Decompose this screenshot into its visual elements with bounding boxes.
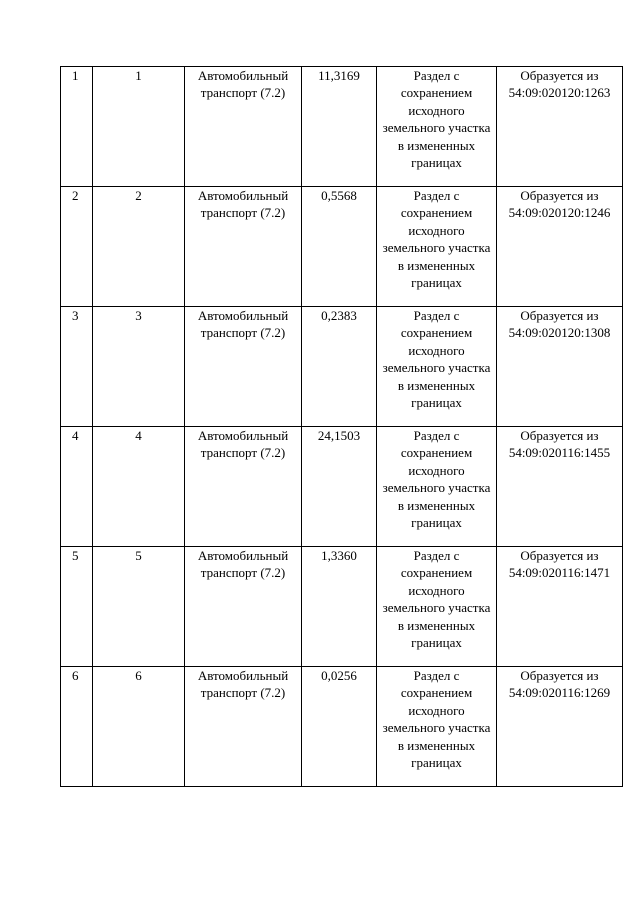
source-plot-cell-text: Образуется из 54:09:020120:1263 [508, 68, 611, 101]
formation-method-cell [377, 547, 497, 667]
table-row [61, 307, 623, 427]
area-cell [302, 187, 377, 307]
permitted-use-cell [185, 67, 302, 187]
area-cell-text: 0,2383 [321, 308, 357, 323]
row-number-cell-text: 3 [72, 308, 79, 323]
permitted-use-cell [185, 667, 302, 787]
plot-id-cell [93, 667, 185, 787]
plot-id-cell-text: 5 [135, 548, 142, 563]
table-row [61, 667, 623, 787]
area-cell-text: 0,5568 [321, 188, 357, 203]
row-number-cell-text: 1 [72, 68, 79, 83]
formation-method-cell [377, 67, 497, 187]
plot-id-cell-text: 4 [135, 428, 142, 443]
permitted-use-cell [185, 187, 302, 307]
permitted-use-cell [185, 547, 302, 667]
plot-id-cell [93, 547, 185, 667]
formation-method-cell-text: Раздел с сохранением исходного земельного участка в измененных границах [382, 428, 491, 531]
permitted-use-cell-text: Автомобильный транспорт (7.2) [197, 68, 289, 101]
source-plot-cell-text: Образуется из 54:09:020120:1308 [508, 308, 611, 341]
area-cell [302, 307, 377, 427]
plot-id-cell [93, 187, 185, 307]
table-row [61, 427, 623, 547]
area-cell [302, 67, 377, 187]
area-cell [302, 667, 377, 787]
source-plot-cell [497, 427, 623, 547]
row-number-cell-text: 2 [72, 188, 79, 203]
formation-method-cell-text: Раздел с сохранением исходного земельного участка в измененных границах [382, 548, 491, 651]
permitted-use-cell-text: Автомобильный транспорт (7.2) [197, 668, 289, 701]
area-cell-text: 24,1503 [317, 428, 361, 443]
permitted-use-cell-text: Автомобильный транспорт (7.2) [197, 308, 289, 341]
formation-method-cell [377, 427, 497, 547]
source-plot-cell [497, 547, 623, 667]
formation-method-cell-text: Раздел с сохранением исходного земельного участка в измененных границах [382, 308, 491, 411]
area-cell-text: 1,3360 [321, 548, 357, 563]
row-number-cell-text: 4 [72, 428, 79, 443]
plot-id-cell-text: 6 [135, 668, 142, 683]
table-row [61, 187, 623, 307]
formation-method-cell [377, 187, 497, 307]
area-cell [302, 427, 377, 547]
plot-id-cell [93, 67, 185, 187]
plot-id-cell [93, 427, 185, 547]
row-number-cell [61, 547, 93, 667]
row-number-cell-text: 6 [72, 668, 79, 683]
source-plot-cell [497, 187, 623, 307]
plot-id-cell-text: 1 [135, 68, 142, 83]
table-row [61, 67, 623, 187]
formation-method-cell-text: Раздел с сохранением исходного земельного участка в измененных границах [382, 188, 491, 291]
permitted-use-cell-text: Автомобильный транспорт (7.2) [197, 188, 289, 221]
row-number-cell [61, 67, 93, 187]
area-cell-text: 0,0256 [321, 668, 357, 683]
source-plot-cell-text: Образуется из 54:09:020116:1455 [508, 428, 611, 461]
formation-method-cell [377, 667, 497, 787]
formation-method-cell-text: Раздел с сохранением исходного земельного участка в измененных границах [382, 668, 491, 771]
row-number-cell [61, 307, 93, 427]
area-cell [302, 547, 377, 667]
source-plot-cell [497, 667, 623, 787]
land-plots-table [60, 66, 623, 787]
permitted-use-cell-text: Автомобильный транспорт (7.2) [197, 548, 289, 581]
table-row [61, 547, 623, 667]
permitted-use-cell [185, 427, 302, 547]
row-number-cell [61, 187, 93, 307]
area-cell-text: 11,3169 [318, 68, 360, 83]
table-body [61, 67, 623, 787]
source-plot-cell [497, 307, 623, 427]
plot-id-cell-text: 3 [135, 308, 142, 323]
source-plot-cell-text: Образуется из 54:09:020116:1269 [508, 668, 611, 701]
source-plot-cell [497, 67, 623, 187]
formation-method-cell-text: Раздел с сохранением исходного земельного участка в измененных границах [382, 68, 491, 171]
row-number-cell [61, 667, 93, 787]
permitted-use-cell-text: Автомобильный транспорт (7.2) [197, 428, 289, 461]
formation-method-cell [377, 307, 497, 427]
plot-id-cell [93, 307, 185, 427]
source-plot-cell-text: Образуется из 54:09:020120:1246 [508, 188, 611, 221]
row-number-cell [61, 427, 93, 547]
permitted-use-cell [185, 307, 302, 427]
row-number-cell-text: 5 [72, 548, 79, 563]
plot-id-cell-text: 2 [135, 188, 142, 203]
source-plot-cell-text: Образуется из 54:09:020116:1471 [508, 548, 611, 581]
